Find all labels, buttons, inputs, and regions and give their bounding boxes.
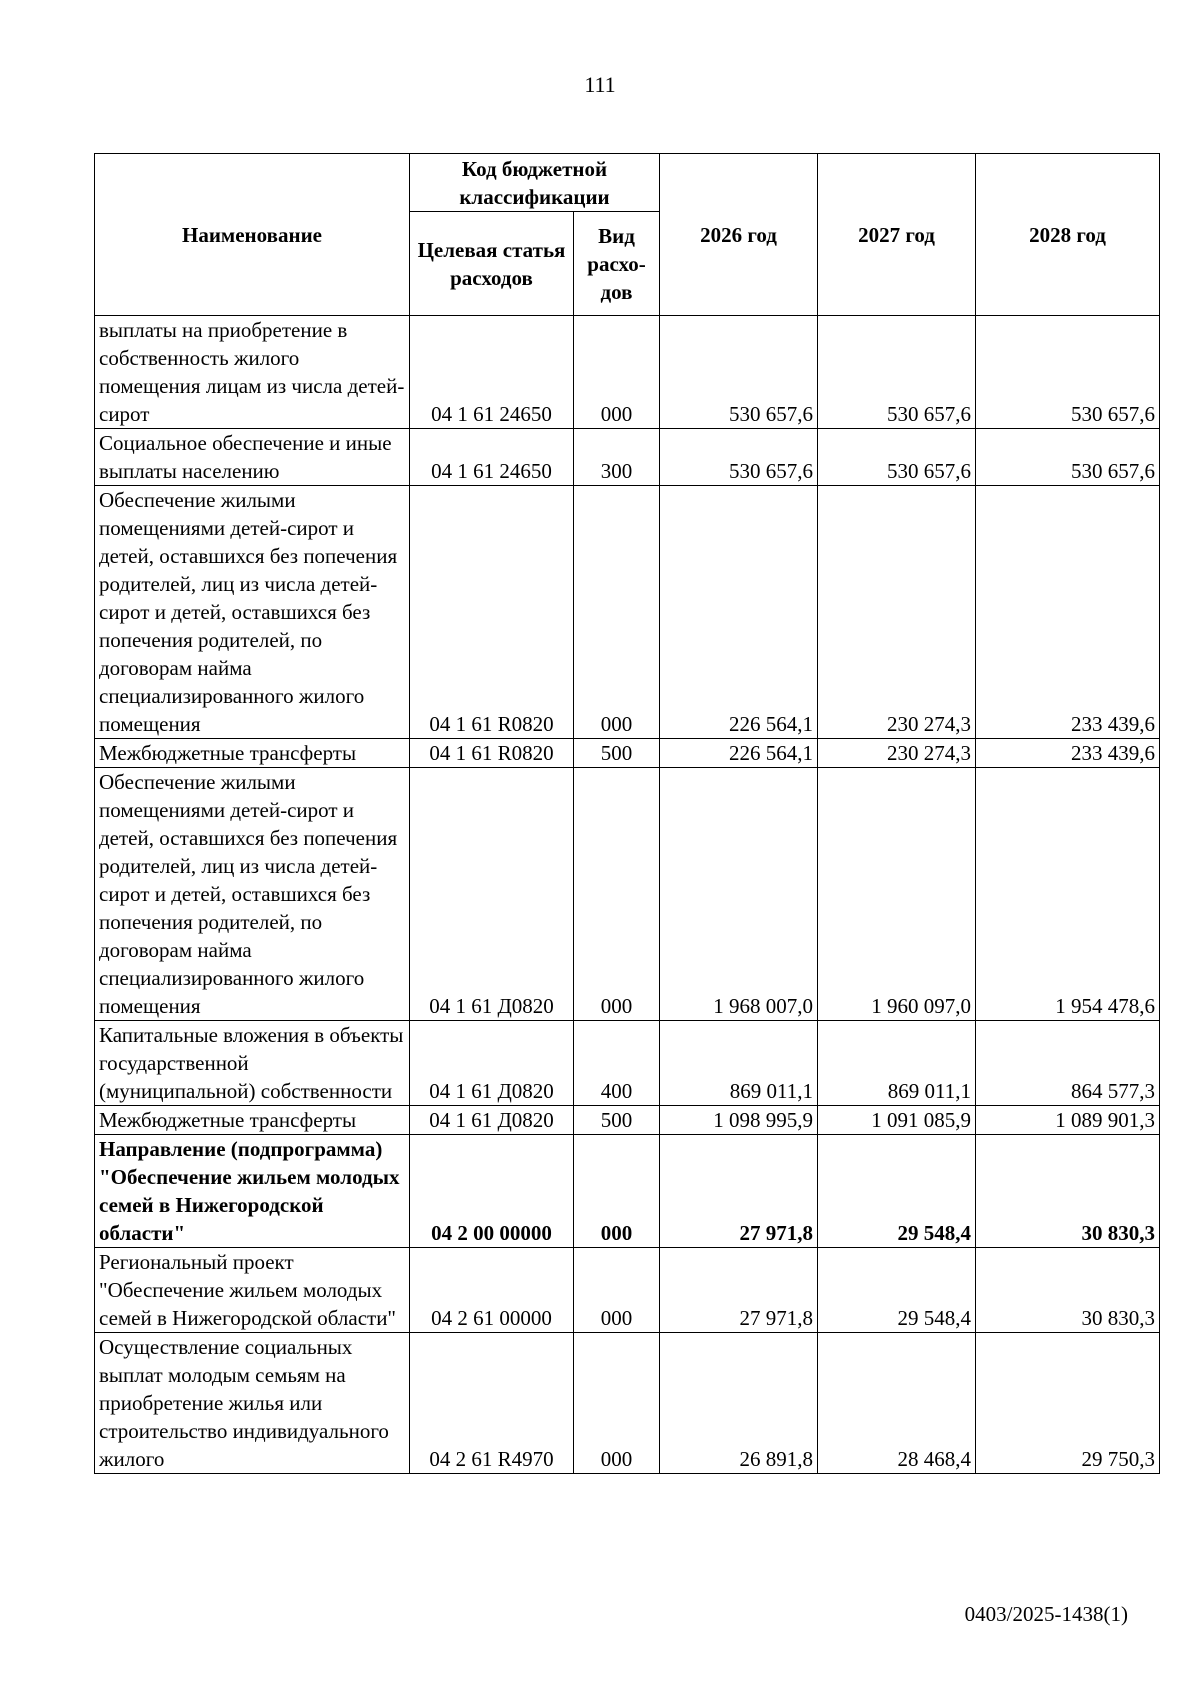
row-code: 04 1 61 R0820 [410, 486, 574, 739]
row-2027: 28 468,4 [818, 1333, 976, 1474]
table-row [95, 1248, 1160, 1333]
table-row [95, 1135, 1160, 1248]
row-vid: 000 [574, 486, 660, 739]
row-2027: 1 091 085,9 [818, 1106, 976, 1135]
row-vid: 500 [574, 739, 660, 768]
table-row [95, 1333, 1160, 1474]
row-name: Межбюджетные трансферты [95, 1106, 410, 1135]
row-vid: 000 [574, 768, 660, 1021]
table-row [95, 486, 1160, 739]
row-2026: 1 968 007,0 [660, 768, 818, 1021]
row-2026: 27 971,8 [660, 1248, 818, 1333]
row-vid: 500 [574, 1106, 660, 1135]
row-name: Направление (подпрограмма) "Обеспечение жильем молодых семей в Нижегородской области" [95, 1135, 410, 1248]
table-row [95, 768, 1160, 1021]
row-name: Социальное обеспечение и иные выплаты населению [95, 429, 410, 486]
row-2027: 29 548,4 [818, 1135, 976, 1248]
header-code-group: Код бюджетной классификации [410, 154, 660, 212]
row-2027: 869 011,1 [818, 1021, 976, 1106]
row-2028: 233 439,6 [976, 486, 1160, 739]
header-expense-type: Вид расхо-дов [574, 212, 660, 316]
row-2028: 30 830,3 [976, 1135, 1160, 1248]
row-vid: 000 [574, 316, 660, 429]
row-code: 04 2 61 R4970 [410, 1333, 574, 1474]
row-code: 04 1 61 Д0820 [410, 768, 574, 1021]
row-2027: 230 274,3 [818, 486, 976, 739]
row-vid: 000 [574, 1135, 660, 1248]
table-row [95, 1106, 1160, 1135]
row-vid: 000 [574, 1333, 660, 1474]
row-name: Обеспечение жилыми помещениями детей-сирот и детей, оставшихся без попечения родителей, лиц из числа детей-сирот и детей, оставшихся без попечения родителей, по договорам найма специализированного жилого помещения [95, 768, 410, 1021]
row-code: 04 1 61 24650 [410, 429, 574, 486]
header-year-2028: 2028 год [976, 154, 1160, 316]
row-2026: 226 564,1 [660, 486, 818, 739]
row-2027: 530 657,6 [818, 429, 976, 486]
row-name: Осуществление социальных выплат молодым семьям на приобретение жилья или строительство индивидуального жилого [95, 1333, 410, 1474]
table-row [95, 1021, 1160, 1106]
row-2027: 29 548,4 [818, 1248, 976, 1333]
row-name: Обеспечение жилыми помещениями детей-сирот и детей, оставшихся без попечения родителей, лиц из числа детей-сирот и детей, оставшихся без попечения родителей, по договорам найма специализированного жилого помещения [95, 486, 410, 739]
header-target-article: Целевая статья расходов [410, 212, 574, 316]
budget-table [94, 153, 1160, 1474]
row-2027: 230 274,3 [818, 739, 976, 768]
row-vid: 000 [574, 1248, 660, 1333]
header-year-2027: 2027 год [818, 154, 976, 316]
header-year-2026: 2026 год [660, 154, 818, 316]
row-name: Региональный проект "Обеспечение жильем молодых семей в Нижегородской области" [95, 1248, 410, 1333]
row-name: выплаты на приобретение в собственность жилого помещения лицам из числа детей-сирот [95, 316, 410, 429]
row-2026: 226 564,1 [660, 739, 818, 768]
row-2026: 27 971,8 [660, 1135, 818, 1248]
row-2026: 26 891,8 [660, 1333, 818, 1474]
row-2026: 530 657,6 [660, 429, 818, 486]
row-vid: 400 [574, 1021, 660, 1106]
row-2028: 530 657,6 [976, 316, 1160, 429]
row-2027: 1 960 097,0 [818, 768, 976, 1021]
row-2028: 233 439,6 [976, 739, 1160, 768]
row-name: Капитальные вложения в объекты государственной (муниципальной) собственности [95, 1021, 410, 1106]
row-2026: 1 098 995,9 [660, 1106, 818, 1135]
row-code: 04 2 61 00000 [410, 1248, 574, 1333]
row-code: 04 1 61 Д0820 [410, 1021, 574, 1106]
row-2028: 1 954 478,6 [976, 768, 1160, 1021]
row-code: 04 1 61 Д0820 [410, 1106, 574, 1135]
document-id: 0403/2025-1438(1) [964, 1602, 1128, 1626]
page-number: 111 [584, 72, 616, 97]
row-name: Межбюджетные трансферты [95, 739, 410, 768]
row-2028: 29 750,3 [976, 1333, 1160, 1474]
row-code: 04 2 00 00000 [410, 1135, 574, 1248]
row-2028: 530 657,6 [976, 429, 1160, 486]
row-code: 04 1 61 R0820 [410, 739, 574, 768]
row-2026: 869 011,1 [660, 1021, 818, 1106]
row-2028: 864 577,3 [976, 1021, 1160, 1106]
row-2027: 530 657,6 [818, 316, 976, 429]
row-code: 04 1 61 24650 [410, 316, 574, 429]
table-row [95, 316, 1160, 429]
row-2028: 30 830,3 [976, 1248, 1160, 1333]
row-vid: 300 [574, 429, 660, 486]
table-row [95, 739, 1160, 768]
table-row [95, 429, 1160, 486]
row-2028: 1 089 901,3 [976, 1106, 1160, 1135]
row-2026: 530 657,6 [660, 316, 818, 429]
header-name: Наименование [95, 154, 410, 316]
